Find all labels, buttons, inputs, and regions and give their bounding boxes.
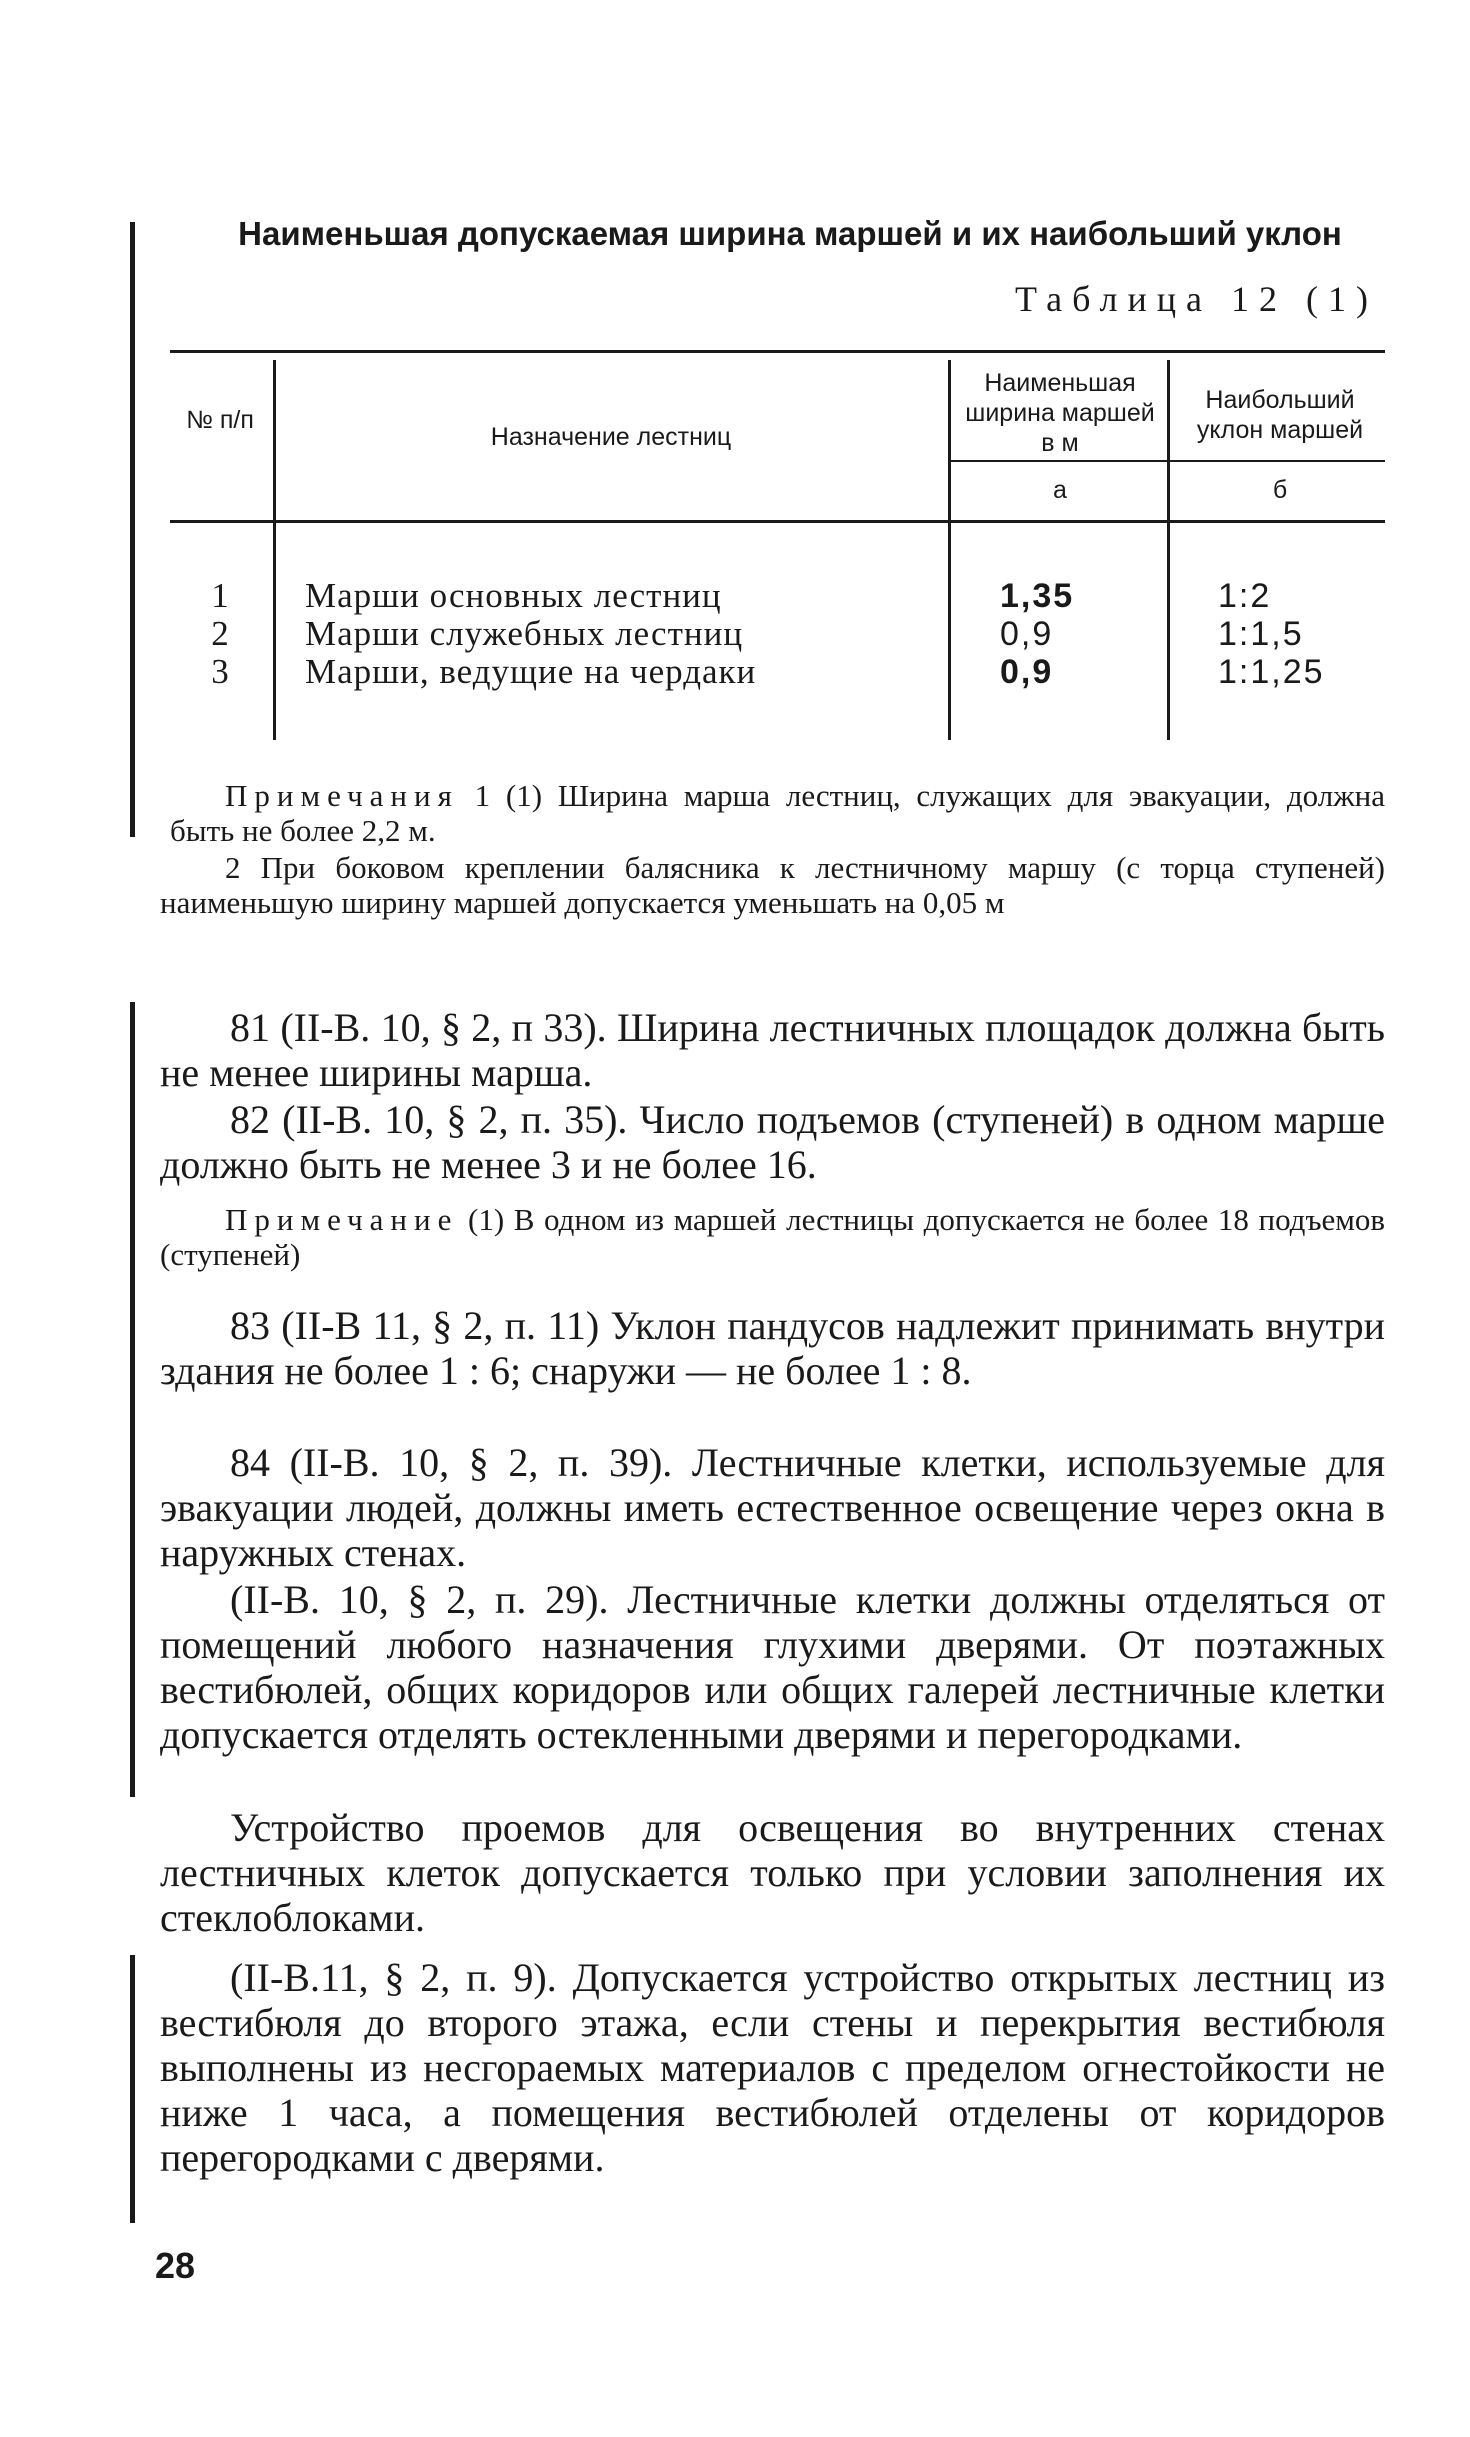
- header-num: № п/п: [186, 406, 254, 434]
- row-1-purpose: Марши основных лестниц: [305, 576, 722, 615]
- note-3-text: (1) В одном из маршей лестницы допускается не более 18 подъемов (ступеней): [160, 1202, 1385, 1272]
- table-top-rule: [170, 350, 1385, 353]
- subheader-rule-b: [1170, 460, 1385, 462]
- row-3-width: 0,9: [1000, 653, 1054, 691]
- paragraph-84: 84 (II-В. 10, § 2, п. 39). Лестничные клетки, используемые для эвакуации людей, должны иметь естественное освещение через окна в наружных стенах.: [160, 1440, 1385, 1575]
- paragraph-82: 82 (II-В. 10, § 2, п. 35). Число подъемов (ступеней) в одном марше должно быть не менее 3 и не более 16.: [160, 1097, 1385, 1187]
- header-sub-a: а: [1053, 476, 1067, 504]
- row-3-purpose: Марши, ведущие на чердаки: [305, 652, 757, 691]
- row-1-num: 1: [211, 576, 229, 615]
- header-max-slope: Наибольший уклон маршей: [1196, 386, 1364, 444]
- margin-bar-table: [130, 222, 135, 837]
- margin-bar-bottom: [130, 1955, 135, 2223]
- note-3-label: Примечание: [225, 1202, 459, 1237]
- header-purpose: Назначение лестниц: [490, 423, 732, 451]
- col-width: [1000, 577, 1150, 691]
- margin-bar-middle: [130, 1002, 135, 1797]
- row-2-purpose: Марши служебных лестниц: [305, 614, 744, 653]
- col-slope: [1218, 577, 1378, 691]
- paragraph-note: [160, 1202, 1385, 1272]
- notes-label: Примечания: [225, 778, 459, 813]
- header-sub-b: б: [1272, 476, 1288, 504]
- table-caption: Наименьшая допускаемая ширина маршей и их наибольший уклон: [238, 215, 1342, 252]
- table-header-rule: [170, 520, 1385, 523]
- row-2-num: 2: [211, 614, 229, 653]
- paragraph-86: Устройство проемов для освещения во внутренних стенах лестничных клеток допускается только при условии заполнения их стеклоблоками.: [160, 1805, 1385, 1940]
- col-divider-1: [273, 360, 276, 740]
- col-num: [170, 577, 270, 691]
- note-1-text: 1 (1) Ширина марша лестниц, служащих для эвакуации, должна быть не более 2,2 м.: [170, 778, 1385, 848]
- row-3-num: 3: [211, 652, 229, 691]
- header-min-width: Наименьшая ширина маршей в м: [965, 369, 1155, 457]
- note-2-text: 2 При боковом креплении балясника к лестничному маршу (с торца ступеней) наименьшую ширину маршей допускается уменьшать на 0,05 м: [160, 850, 1385, 920]
- col-divider-2: [948, 360, 951, 740]
- stair-width-table: [170, 350, 1385, 745]
- paragraph-81: 81 (II-В. 10, § 2, п 33). Ширина лестничных площадок должна быть не менее ширины марша.: [160, 1005, 1385, 1095]
- table-note-2: [160, 850, 1385, 920]
- row-2-width: 0,9: [1000, 615, 1054, 653]
- col-purpose: [305, 577, 935, 691]
- table-number: Таблица 12 (1): [1015, 279, 1378, 319]
- page-number: 28: [155, 2245, 196, 2286]
- subheader-rule-a: [948, 460, 1167, 462]
- table-note-1: [170, 778, 1385, 848]
- row-1-width: 1,35: [1000, 577, 1075, 615]
- row-2-slope: 1:1,5: [1218, 615, 1304, 653]
- paragraph-87: (II-В.11, § 2, п. 9). Допускается устройство открытых лестниц из вестибюля до второго этажа, если стены и перекрытия вестибюля выполнены из несгораемых материалов с пределом огнестойкости не ниже 1 часа, а помещения вестибюлей отделены от коридоров перегородками с дверями.: [160, 1955, 1385, 2180]
- paragraph-85: (II-В. 10, § 2, п. 29). Лестничные клетки должны отделяться от помещений любого назначения глухими дверями. От поэтажных вестибюлей, общих коридоров или общих галерей лестничные клетки допускается отделять остекленными дверями и перегородками.: [160, 1577, 1385, 1757]
- paragraph-83: 83 (II-В 11, § 2, п. 11) Уклон пандусов надлежит принимать внутри здания не более 1 : 6; снаружи — не более 1 : 8.: [160, 1303, 1385, 1393]
- col-divider-3: [1167, 360, 1170, 740]
- row-1-slope: 1:2: [1218, 577, 1272, 615]
- row-3-slope: 1:1,25: [1218, 653, 1325, 691]
